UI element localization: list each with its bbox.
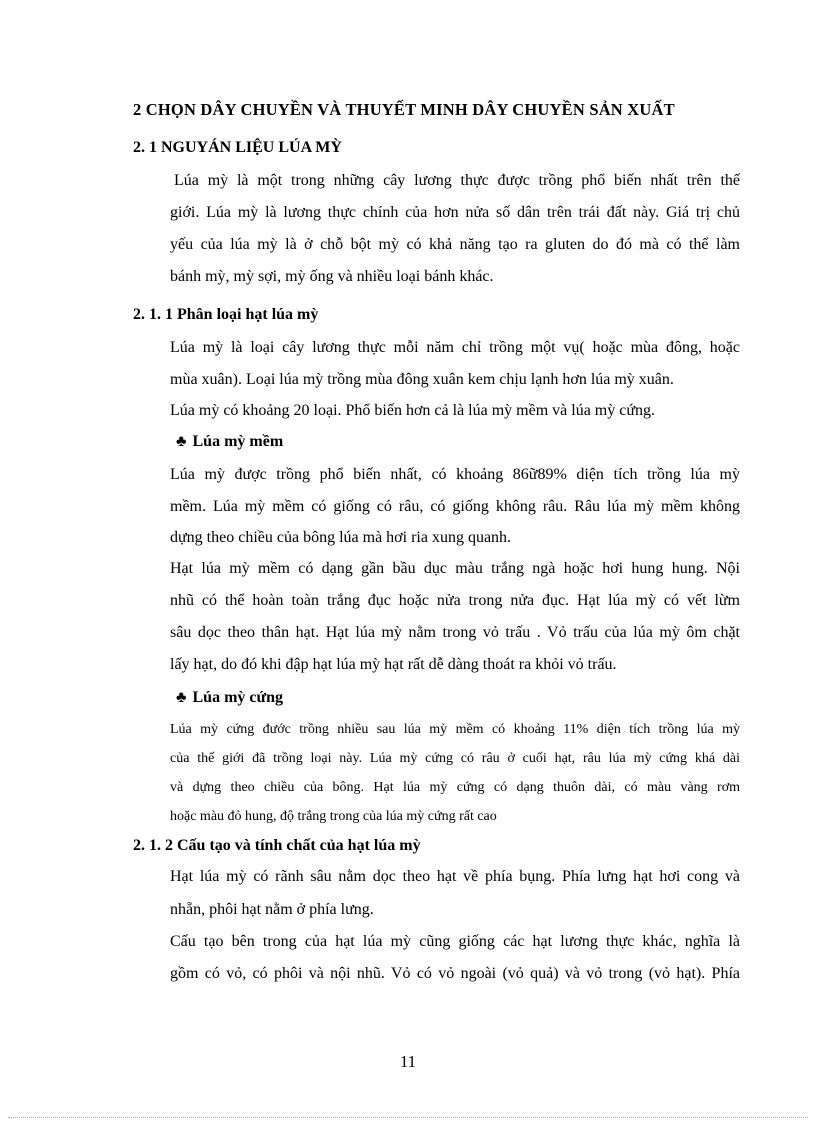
paragraph-line: của thế giới đã trồng loại này. Lúa mỳ cứng có râu ở cuối hạt, râu lúa mỳ cứng khá dài: [170, 751, 740, 766]
chapter-heading: 2 CHỌN DÂY CHUYỀN VÀ THUYẾT MINH DÂY CHUYỀN SẢN XUẤT: [133, 100, 675, 119]
paragraph-line: Lúa mỳ có khoảng 20 loại. Phổ biến hơn cả là lúa mỳ mềm và lúa mỳ cứng.: [170, 402, 656, 419]
bullet-heading-hard-wheat: [176, 688, 283, 708]
paragraph-line: dựng theo chiều của bông lúa mà hơi ria xung quanh.: [170, 529, 512, 546]
paragraph-line: Lúa mỳ được trồng phổ biến nhất, có khoảng 86ữ89% diện tích trồng lúa mỳ: [170, 466, 740, 483]
subsection-heading: 2. 1. 2 Cấu tạo và tính chất của hạt lúa mỳ: [133, 837, 421, 854]
page-number: 11: [399, 1052, 417, 1071]
bullet-heading-label: Lúa mỳ mềm: [192, 433, 284, 450]
paragraph-line: và dựng theo chiều của bông. Hạt lúa mỳ cứng có dạng thuôn dài, có màu vàng rơm: [170, 780, 740, 795]
bullet-heading-soft-wheat: [176, 432, 283, 452]
paragraph-line: lấy hạt, do đó khi đập hạt lúa mỳ hạt rất dễ dàng thoát ra khỏi vỏ trấu.: [170, 656, 617, 673]
paragraph-line: gồm có vỏ, có phôi và nội nhũ. Vỏ có vỏ ngoài (vỏ quả) và vỏ trong (vỏ hạt). Phía: [170, 965, 740, 982]
paragraph-line: mềm. Lúa mỳ mềm có giống có râu, có giống không râu. Râu lúa mỳ mềm không: [170, 498, 740, 515]
paragraph-line: mùa xuân). Loại lúa mỳ trồng mùa đông xuân kem chịu lạnh hơn lúa mỳ xuân.: [170, 371, 674, 388]
paragraph-line: Lúa mỳ là một trong những cây lương thực được trồng phổ biến nhất trên thế: [174, 172, 740, 189]
paragraph-line: Hạt lúa mỳ mềm có dạng gần bầu dục màu trắng ngà hoặc hơi hung hung. Nội: [170, 560, 740, 577]
club-bullet-icon: ♣: [176, 433, 187, 450]
club-bullet-icon: ♣: [176, 689, 187, 706]
subsection-heading: 2. 1. 1 Phân loại hạt lúa mỳ: [133, 306, 319, 323]
paragraph-line: nhẵn, phôi hạt nằm ở phía lưng.: [170, 901, 374, 918]
section-heading: 2. 1 NGUYÁN LIỆU LÚA MỲ: [133, 139, 342, 156]
paragraph-line: giới. Lúa mỳ là lương thực chính của hơn nửa số dân trên trái đất này. Giá trị chủ: [170, 204, 740, 221]
paragraph-line: Lúa mỳ là loại cây lương thực mỗi năm chỉ trồng một vụ( hoặc mùa đông, hoặc: [170, 339, 740, 356]
paragraph-line: sâu dọc theo thân hạt. Hạt lúa mỳ nằm trong vỏ trấu . Vỏ trấu của lúa mỳ ôm chặt: [170, 624, 740, 641]
paragraph-line: Hạt lúa mỳ có rãnh sâu nằm dọc theo hạt về phía bụng. Phía lưng hạt hơi cong và: [170, 868, 740, 885]
paragraph-line: yếu của lúa mỳ là ở chỗ bột mỳ có khả năng tạo ra gluten do đó mà có thể làm: [170, 236, 740, 253]
paragraph-line: Lúa mỳ cứng đước trồng nhiều sau lúa mỳ mềm có khoảng 11% diện tích trồng lúa mỳ: [170, 722, 740, 737]
paragraph-line: nhũ có thể hoàn toàn trắng đục hoặc nửa trong nửa đục. Hạt lúa mỳ có vết lừm: [170, 592, 740, 609]
paragraph-line: hoặc màu đỏ hung, độ trắng trong của lúa mỳ cứng rất cao: [170, 809, 497, 824]
bullet-heading-label: Lúa mỳ cứng: [192, 689, 283, 706]
paragraph-line: bánh mỳ, mỳ sợi, mỳ ống và nhiều loại bánh khác.: [170, 268, 494, 285]
page-bottom-divider: [8, 1117, 808, 1118]
paragraph-line: Cấu tạo bên trong của hạt lúa mỳ cũng giống các hạt lương thực khác, nghĩa là: [170, 933, 740, 950]
